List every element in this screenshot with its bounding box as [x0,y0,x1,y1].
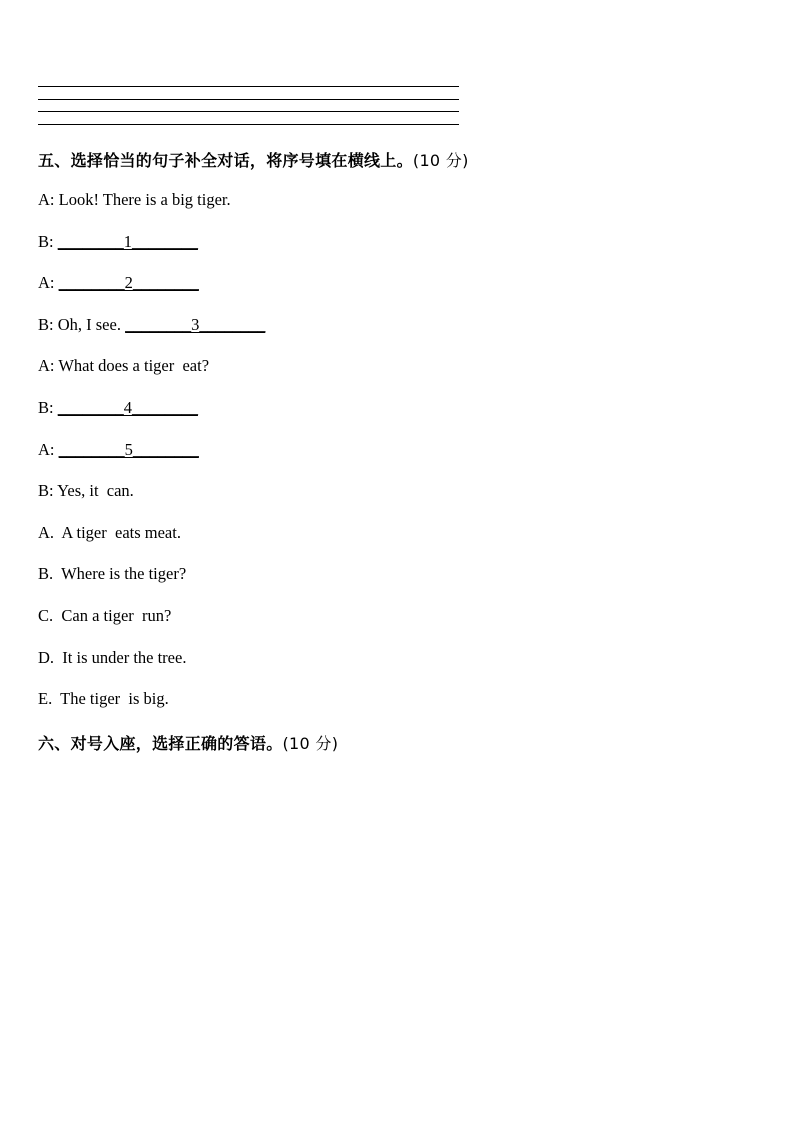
dialogue-text: Look! There is a big tiger. [54,190,231,209]
answer-lines [38,86,459,136]
dialogue-line-7 [38,440,199,460]
dialogue-text: Oh, I see. [53,315,126,334]
dialogue-line-2 [38,232,198,252]
option-d: D. It is under the tree. [38,648,187,667]
option-b: B. Where is the tiger? [38,564,187,583]
dialogue-line-6 [38,398,198,418]
option-a: A. A tiger eats meat. [38,523,181,542]
speaker: A: [38,273,55,292]
answer-line [38,111,459,112]
section6-heading [38,731,338,754]
speaker: B: [38,232,54,251]
dialogue-line-3 [38,273,199,293]
dialogue-line-1 [38,190,231,210]
option-c: C. Can a tiger run? [38,606,172,625]
section5-heading [38,148,469,171]
answer-blank-1[interactable]: ________1________ [57,232,198,251]
dialogue-line-5 [38,356,209,376]
speaker: B: [38,481,54,500]
speaker: A: [38,440,55,459]
answer-line [38,99,459,100]
answer-blank-5[interactable]: ________5________ [58,440,199,459]
speaker: A: [38,190,55,209]
speaker: B: [38,315,54,334]
option-e: E. The tiger is big. [38,689,169,708]
answer-line [38,124,459,125]
speaker: A: [38,356,55,375]
dialogue-text: What does a tiger eat? [54,356,210,375]
section6-heading-text: 六、对号入座，选择正确的答语。 [38,734,283,753]
answer-blank-2[interactable]: ________2________ [58,273,199,292]
speaker: B: [38,398,54,417]
answer-blank-3[interactable]: ________3________ [125,315,266,334]
answer-line [38,86,459,87]
answer-blank-4[interactable]: ________4________ [57,398,198,417]
section6-score: (10 分) [282,734,339,753]
dialogue-line-8 [38,481,134,501]
section5-heading-text: 五、选择恰当的句子补全对话，将序号填在横线上。 [38,151,413,170]
dialogue-text: Yes, it can. [53,481,134,500]
dialogue-line-4 [38,315,265,335]
section5-score: (10 分) [412,151,469,170]
